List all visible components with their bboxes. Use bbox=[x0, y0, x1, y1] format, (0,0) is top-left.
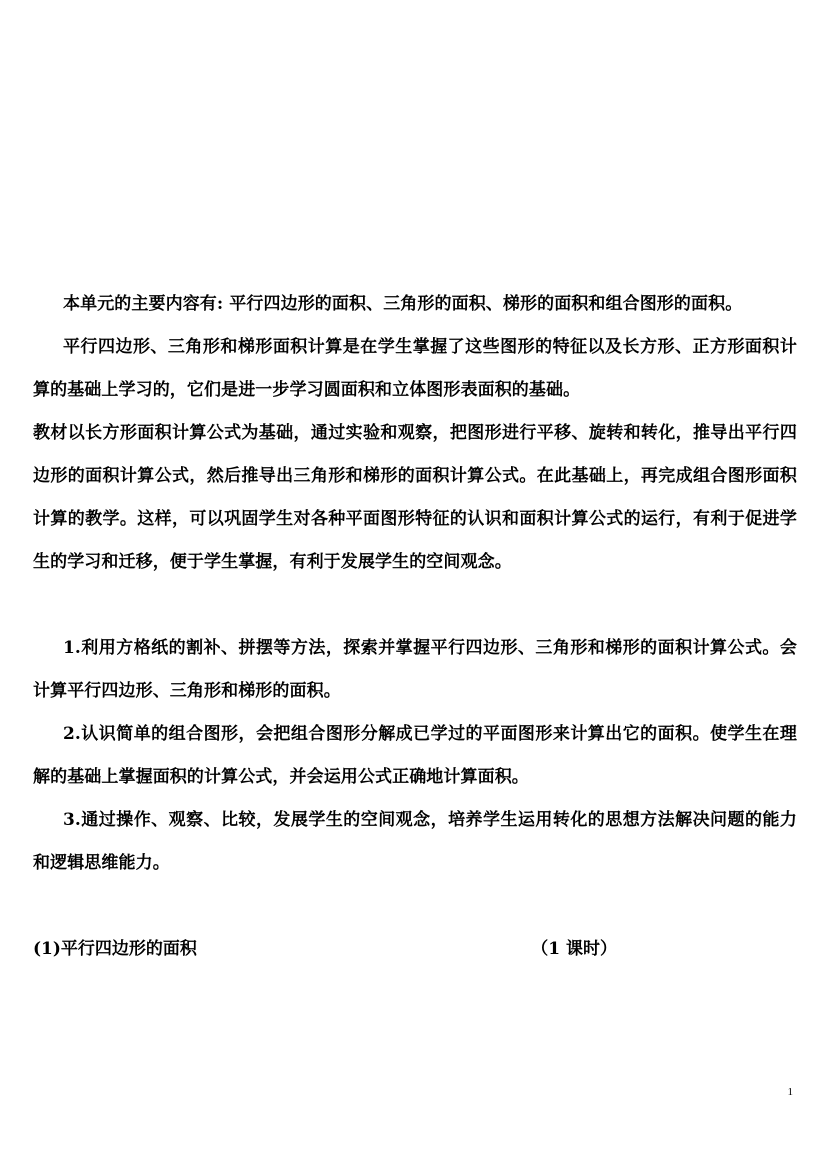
section-spacer bbox=[33, 584, 797, 627]
document-body bbox=[33, 283, 797, 971]
goal-item-1: 1.利用方格纸的割补、拼摆等方法，探索并掌握平行四边形、三角形和梯形的面积计算公式。会计算平行四边形、三角形和梯形的面积。 bbox=[33, 638, 797, 701]
intro-paragraph-basis: 平行四边形、三角形和梯形面积计算是在学生掌握了这些图形的特征以及长方形、正方形面积计算的基础上学习的，它们是进一步学习圆面积和立体图形表面积的基础。 bbox=[33, 337, 797, 400]
lesson-title: (1)平行四边形的面积 bbox=[33, 939, 197, 959]
section-spacer bbox=[33, 885, 797, 928]
page-number: 1 bbox=[787, 1086, 793, 1098]
intro-paragraph-content: 本单元的主要内容有: 平行四边形的面积、三角形的面积、梯形的面积和组合图形的面积。 bbox=[63, 294, 743, 314]
intro-paragraph-textbook: 教材以长方形面积计算公式为基础，通过实验和观察，把图形进行平移、旋转和转化，推导出平行四边形的面积计算公式，然后推导出三角形和梯形的面积计算公式。在此基础上，再完成组合图形面积计算的教学。这样，可以巩固学生对各种平面图形特征的认识和面积计算公式的运行，有利于促进学生的学习和迁移，便于学生掌握，有利于发展学生的空间观念。 bbox=[33, 423, 797, 572]
lesson-heading bbox=[33, 928, 797, 971]
goal-item-2: 2.认识简单的组合图形，会把组合图形分解成已学过的平面图形来计算出它的面积。使学生在理解的基础上掌握面积的计算公式，并会运用公式正确地计算面积。 bbox=[33, 724, 797, 787]
lesson-hours: （1 课时） bbox=[531, 939, 617, 959]
goal-item-3: 3.通过操作、观察、比较，发展学生的空间观念，培养学生运用转化的思想方法解决问题的能力和逻辑思维能力。 bbox=[33, 810, 797, 873]
